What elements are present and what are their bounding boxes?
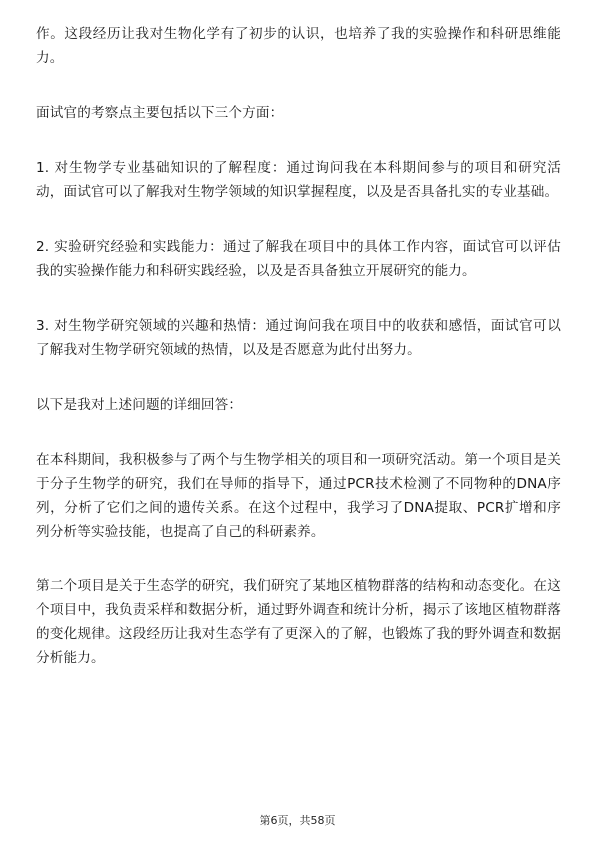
paragraph-answer-project-2: 第二个项目是关于生态学的研究，我们研究了某地区植物群落的结构和动态变化。在这个项目中，我负责采样和数据分析，通过野外调查和统计分析，揭示了该地区植物群落的变化规律。这段经历让我对生态学有了更深入的了解，也锻炼了我的野外调查和数据分析能力。 — [36, 578, 561, 666]
paragraph-focus-point-1: 1. 对生物学专业基础知识的了解程度：通过询问我在本科期间参与的项目和研究活动，面试官可以了解我对生物学领域的知识掌握程度，以及是否具备扎实的专业基础。 — [36, 160, 561, 200]
paragraph-focus-point-3: 3. 对生物学研究领域的兴趣和热情：通过询问我在项目中的收获和感悟，面试官可以了解我对生物学研究领域的热情，以及是否愿意为此付出努力。 — [36, 318, 561, 358]
paragraph-answer-heading: 以下是我对上述问题的详细回答： — [36, 397, 243, 413]
paragraph-focus-point-2: 2. 实验研究经验和实践能力：通过了解我在项目中的具体工作内容，面试官可以评估我的实验操作能力和科研实践经验，以及是否具备独立开展研究的能力。 — [36, 239, 561, 279]
paragraph-answer-project-1: 在本科期间，我积极参与了两个与生物学相关的项目和一项研究活动。第一个项目是关于分子生物学的研究，我们在导师的指导下，通过PCR技术检测了不同物种的DNA序列，分析了它们之间的遗传关系。在这个过程中，我学习了DNA提取、PCR扩增和序列分析等实验技能，也提高了自己的科研素养。 — [36, 452, 561, 540]
page-number-footer: 第6页，共58页 — [259, 814, 336, 827]
paragraph-intro-continuation: 作。这段经历让我对生物化学有了初步的认识，也培养了我的实验操作和科研思维能力。 — [36, 26, 561, 66]
page-content — [36, 22, 561, 701]
paragraph-focus-heading: 面试官的考察点主要包括以下三个方面： — [36, 105, 284, 121]
